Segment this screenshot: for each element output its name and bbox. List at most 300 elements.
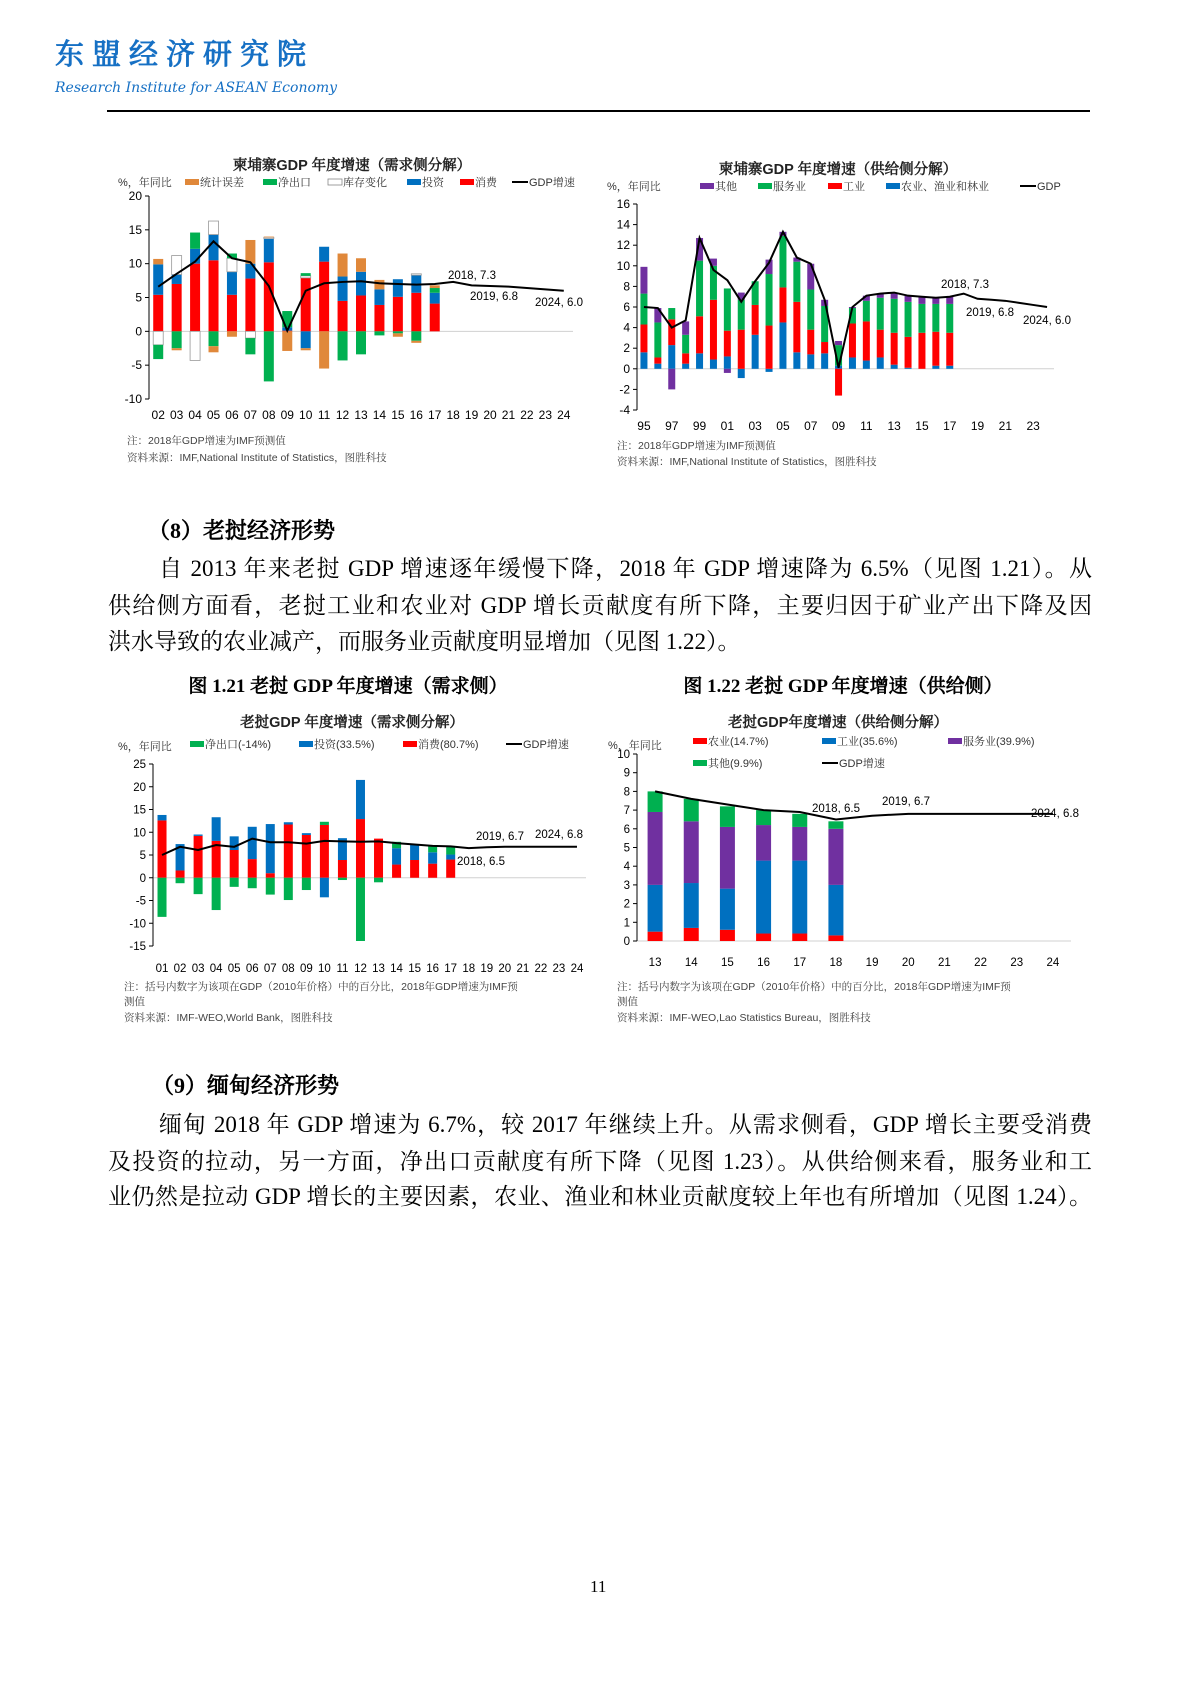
x-tick-label: 02 [151, 408, 165, 422]
bar-segment [227, 272, 237, 295]
x-tick-label: 03 [169, 408, 184, 422]
bar-segment [724, 356, 731, 368]
bar-segment [338, 878, 347, 880]
bar-segment [209, 346, 219, 352]
x-tick-label: 19 [865, 957, 879, 969]
bar-segment [696, 316, 703, 353]
legend-label: 投资(33.5%) [314, 739, 375, 751]
bar-segment [302, 833, 311, 835]
chart-note: 资料来源：IMF,National Institute of Statistics，图胜科技 [127, 452, 387, 464]
chart-4 [608, 713, 1079, 1024]
x-tick-label: 21 [998, 419, 1013, 433]
legend-label: 工业(35.6%) [837, 736, 898, 748]
bar-segment [319, 262, 329, 332]
bar-segment [209, 331, 219, 346]
bar-segment [877, 298, 884, 330]
x-tick-label: 13 [372, 963, 385, 975]
bar-segment [284, 878, 293, 900]
legend-swatch [693, 760, 707, 766]
x-tick-label: 11 [860, 419, 873, 433]
bar-segment [654, 357, 661, 363]
bar-segment [779, 322, 786, 368]
bar-segment [190, 331, 200, 360]
bar-segment [153, 259, 163, 264]
legend-label: 其他 [715, 181, 737, 193]
y-tick-label: -15 [129, 941, 146, 953]
x-tick-label: 11 [336, 963, 349, 975]
y-tick-label: 6 [623, 300, 630, 314]
x-tick-label: 09 [280, 408, 294, 422]
bar-segment [393, 331, 403, 333]
x-tick-label: 01 [155, 963, 169, 975]
bar-segment [209, 260, 219, 331]
x-tick-label: 12 [335, 408, 350, 422]
figure-caption-1-22: 图 1.22 老挝 GDP 年度增速（供给侧） [683, 676, 1003, 697]
bar-segment [153, 345, 163, 359]
bar-segment [176, 878, 185, 883]
bar-segment [807, 289, 814, 329]
x-tick-label: 99 [692, 419, 707, 433]
bar-segment [891, 299, 898, 333]
y-tick-label: 14 [616, 217, 630, 232]
x-tick-label: 95 [637, 419, 651, 433]
bar-segment [356, 258, 366, 272]
legend-swatch [403, 741, 417, 747]
bar-segment [720, 806, 735, 827]
bar-segment [946, 366, 953, 369]
bar-segment [356, 819, 365, 878]
bar-segment [877, 330, 884, 358]
bar-segment [849, 357, 856, 368]
chart-note: 注：括号内数字为该项在GDP（2010年价格）中的百分比，2018年GDP增速为IMF预 [124, 981, 518, 993]
bar-segment [932, 304, 939, 332]
bar-segment [696, 261, 703, 317]
legend-label: 消费(80.7%) [418, 739, 479, 751]
chart-note: 注：2018年GDP增速为IMF预测值 [617, 440, 776, 452]
bar-segment [877, 357, 884, 368]
y-tick-label: -5 [131, 358, 142, 373]
x-tick-label: 18 [829, 957, 843, 969]
bar-segment [320, 825, 329, 878]
bar-segment [374, 280, 384, 289]
bar-segment [891, 333, 898, 365]
legend-swatch [822, 738, 836, 744]
bar-segment [724, 331, 731, 357]
legend-label: 服务业(39.9%) [963, 736, 1035, 748]
bar-segment [828, 829, 843, 885]
bar-segment [338, 301, 348, 331]
bar-segment [248, 859, 257, 878]
bar-segment [284, 822, 293, 824]
bar-segment [710, 300, 717, 360]
y-tick-label: 0 [139, 872, 146, 885]
x-tick-label: 07 [804, 419, 818, 433]
bar-segment [654, 364, 661, 369]
y-tick-label: 15 [128, 222, 142, 237]
bar-segment [338, 331, 348, 360]
chart-title: 柬埔寨GDP 年度增速（需求侧分解） [232, 158, 472, 174]
legend-label: 农业(14.7%) [708, 736, 769, 748]
legend-label: 净出口(-14%) [205, 739, 272, 751]
x-tick-label: 08 [281, 963, 295, 975]
legend-swatch [328, 179, 342, 185]
bar-segment [264, 239, 274, 263]
data-annotation: 2024, 6.0 [535, 297, 583, 309]
bar-segment [668, 369, 675, 390]
bar-segment [738, 300, 745, 330]
y-tick-label: 0 [623, 936, 630, 948]
paragraph-line: 自 2013 年来老挝 GDP 增速逐年缓慢下降，2018 年 GDP 增速降为 6.5%（见图 1.21）。从 [159, 556, 1092, 581]
x-tick-label: 24 [557, 408, 571, 422]
bar-segment [393, 297, 403, 332]
bar-segment [918, 333, 925, 369]
bar-segment [430, 304, 440, 332]
x-tick-label: 08 [262, 408, 276, 422]
bar-segment [668, 308, 675, 319]
data-annotation: 2019, 6.8 [966, 307, 1014, 319]
bar-segment [374, 331, 384, 335]
bar-segment [374, 289, 384, 305]
bar-segment [176, 870, 185, 877]
bar-segment [356, 295, 366, 331]
bar-segment [172, 348, 182, 350]
legend-label: 农业、渔业和林业 [901, 181, 989, 193]
bar-segment [668, 345, 675, 369]
x-tick-label: 14 [372, 408, 387, 422]
bar-segment [430, 285, 440, 288]
y-unit-label: %，年同比 [608, 740, 662, 752]
bar-segment [301, 273, 311, 276]
x-tick-label: 20 [498, 963, 512, 975]
x-tick-label: 15 [391, 408, 405, 422]
legend-swatch [758, 183, 772, 189]
legend-label: 工业 [843, 181, 865, 193]
x-tick-label: 11 [317, 408, 331, 422]
x-tick-label: 16 [426, 963, 440, 975]
bar-segment [411, 341, 421, 343]
paragraph-line: 供给侧方面看，老挝工业和农业对 GDP 增长贡献度有所下降，主要归因于矿业产出下降及因 [108, 593, 1092, 618]
bar-segment [172, 284, 182, 331]
bar-segment [374, 839, 383, 878]
x-tick-label: 13 [887, 419, 901, 433]
bar-segment [835, 369, 842, 396]
y-tick-label: 10 [128, 256, 142, 271]
page-number: 11 [590, 1577, 607, 1596]
y-tick-label: 6 [623, 823, 630, 836]
bar-segment [849, 323, 856, 357]
bar-segment [230, 836, 239, 850]
bar-segment [392, 865, 401, 878]
bar-segment [245, 338, 255, 354]
legend-label: 其他(9.9%) [708, 758, 763, 770]
x-tick-label: 23 [1026, 419, 1040, 433]
legend-label: GDP [1037, 181, 1061, 193]
y-tick-label: 1 [623, 917, 630, 930]
y-tick-label: 2 [623, 341, 630, 356]
bar-segment [835, 341, 842, 345]
bar-segment [640, 294, 647, 325]
bar-segment [301, 348, 311, 350]
bar-segment [932, 332, 939, 366]
bar-segment [793, 302, 800, 352]
bar-segment [696, 353, 703, 368]
bar-segment [172, 331, 182, 348]
data-annotation: 2024, 6.0 [1023, 315, 1071, 327]
x-tick-label: 13 [648, 957, 662, 969]
bar-segment [338, 254, 348, 277]
bar-segment [338, 860, 347, 878]
data-annotation: 2019, 6.8 [470, 291, 518, 303]
x-tick-label: 21 [938, 957, 951, 969]
bar-segment [209, 235, 219, 261]
bar-segment [374, 305, 384, 331]
bar-segment [248, 878, 257, 888]
bar-segment [640, 325, 647, 353]
y-tick-label: -10 [129, 918, 146, 931]
bar-segment [245, 240, 255, 264]
section-heading-myanmar: （9）缅甸经济形势 [152, 1073, 340, 1098]
x-tick-label: 05 [227, 963, 241, 975]
x-tick-label: 09 [299, 963, 313, 975]
bar-segment [158, 878, 167, 917]
bar-segment [792, 814, 807, 827]
x-tick-label: 21 [516, 963, 530, 975]
bar-segment [411, 274, 421, 275]
bar-segment [918, 304, 925, 333]
y-tick-label: 4 [623, 320, 630, 335]
legend-label: GDP增速 [839, 758, 885, 770]
y-tick-label: 4 [623, 861, 630, 874]
bar-segment [301, 278, 311, 331]
bar-segment [682, 353, 689, 363]
x-tick-label: 09 [831, 419, 846, 433]
data-annotation: 2018, 6.5 [457, 856, 505, 868]
x-tick-label: 04 [209, 963, 223, 975]
bar-segment [752, 335, 759, 369]
x-tick-label: 18 [462, 963, 476, 975]
bar-segment [905, 302, 912, 337]
bar-segment [793, 262, 800, 302]
bar-segment [194, 878, 203, 894]
legend-label: 服务业 [773, 181, 806, 193]
chart-3 [118, 713, 586, 1024]
legend-swatch [828, 183, 842, 189]
legend-label: 投资 [422, 177, 444, 189]
x-tick-label: 14 [390, 963, 403, 975]
x-tick-label: 20 [901, 957, 915, 969]
bar-segment [356, 878, 365, 941]
x-tick-label: 22 [520, 408, 534, 422]
data-annotation: 2018, 7.3 [941, 279, 989, 291]
x-tick-label: 22 [974, 957, 987, 969]
bar-segment [905, 337, 912, 368]
bar-segment [227, 331, 237, 336]
bar-segment [752, 305, 759, 335]
bar-segment [410, 845, 419, 860]
paragraph-line: 业仍然是拉动 GDP 增长的主要因素，农业、渔业和林业贡献度较上年也有所增加（见图 1.24）。 [108, 1184, 1092, 1209]
section-heading-laos: （8）老挝经济形势 [148, 518, 336, 543]
legend-swatch [460, 179, 474, 185]
chart-title: 老挝GDP年度增速（供给侧分解） [728, 715, 948, 731]
bar-segment [828, 935, 843, 941]
bar-segment [779, 287, 786, 322]
bar-segment [411, 331, 421, 340]
y-tick-label: 12 [616, 238, 630, 253]
x-tick-label: 12 [354, 963, 367, 975]
bar-segment [863, 321, 870, 360]
bar-segment [301, 276, 311, 278]
paragraph-line: 洪水导致的农业减产，而服务业贡献度明显增加（见图 1.22）。 [108, 629, 741, 654]
bar-segment [209, 221, 219, 235]
data-annotation: 2019, 6.7 [476, 831, 524, 843]
bar-segment [766, 326, 773, 369]
y-tick-label: 5 [135, 290, 142, 305]
y-tick-label: 16 [616, 197, 630, 211]
x-tick-label: 97 [665, 419, 679, 433]
chart-note: 资料来源：IMF-WEO,World Bank，图胜科技 [124, 1012, 333, 1024]
bar-segment [828, 885, 843, 935]
x-tick-label: 13 [354, 408, 368, 422]
bar-segment [411, 293, 421, 332]
data-annotation: 2024, 6.8 [535, 829, 583, 841]
bar-segment [946, 304, 953, 333]
paragraph-line: 及投资的拉动，另一方面，净出口贡献度有所下降（见图 1.23）。从供给侧来看，服务业和工 [108, 1149, 1092, 1174]
bar-segment [807, 330, 814, 355]
chart-2 [607, 160, 1071, 468]
chart-note: 资料来源：IMF,National Institute of Statistics，图胜科技 [617, 456, 877, 468]
bar-segment [792, 827, 807, 861]
bar-segment [640, 352, 647, 368]
bar-segment [264, 237, 274, 238]
bar-segment [863, 301, 870, 322]
bar-segment [212, 817, 221, 841]
bar-segment [648, 812, 663, 885]
x-tick-label: 15 [915, 419, 929, 433]
bar-segment [640, 267, 647, 294]
x-tick-label: 05 [776, 419, 790, 433]
bar-segment [302, 878, 311, 890]
y-tick-label: 10 [617, 749, 630, 761]
legend-swatch [263, 179, 277, 185]
y-tick-label: 8 [623, 786, 630, 799]
x-tick-label: 24 [1046, 957, 1060, 969]
x-tick-label: 10 [317, 963, 331, 975]
x-tick-label: 18 [446, 408, 460, 422]
data-annotation: 2019, 6.7 [882, 796, 930, 808]
y-tick-label: 2 [623, 898, 630, 911]
bar-segment [158, 815, 167, 820]
bar-segment [190, 264, 200, 332]
legend-swatch [185, 179, 199, 185]
y-tick-label: 3 [623, 879, 630, 892]
bar-segment [158, 820, 167, 877]
bar-segment [648, 885, 663, 932]
bar-segment [392, 848, 401, 864]
y-unit-label: %，年同比 [118, 741, 172, 753]
bar-segment [724, 369, 731, 373]
bar-segment [410, 860, 419, 878]
bar-segment [682, 364, 689, 369]
bar-segment [301, 331, 311, 348]
data-annotation: 2018, 6.5 [812, 803, 860, 815]
bar-segment [153, 264, 163, 294]
legend-label: 统计误差 [200, 177, 244, 189]
bar-segment [266, 878, 275, 895]
bar-segment [766, 369, 773, 372]
bar-segment [212, 878, 221, 910]
chart-note: 测值 [617, 996, 638, 1008]
x-tick-label: 17 [444, 963, 458, 975]
bar-segment [724, 288, 731, 330]
y-tick-label: 7 [623, 805, 630, 818]
x-tick-label: 05 [206, 408, 221, 422]
x-tick-label: 19 [480, 963, 494, 975]
bar-segment [227, 258, 237, 272]
bar-segment [320, 878, 329, 898]
bar-segment [756, 934, 771, 941]
figure-caption-1-21: 图 1.21 老挝 GDP 年度增速（需求侧） [188, 676, 508, 697]
bar-segment [428, 852, 437, 863]
legend-swatch [407, 179, 421, 185]
bar-segment [792, 861, 807, 934]
bar-segment [338, 277, 348, 301]
bar-segment [446, 860, 455, 878]
bar-segment [648, 791, 663, 812]
x-tick-label: 24 [570, 963, 584, 975]
x-tick-label: 06 [225, 408, 239, 422]
legend-swatch [693, 738, 707, 744]
bar-segment [302, 835, 311, 878]
x-tick-label: 10 [299, 408, 313, 422]
x-tick-label: 19 [970, 419, 985, 433]
bar-segment [153, 331, 163, 345]
bar-segment [684, 821, 699, 883]
legend-swatch [948, 738, 962, 744]
bar-segment [446, 855, 455, 860]
y-tick-label: 20 [133, 781, 146, 794]
chart-title: 老挝GDP 年度增速（需求侧分解） [240, 715, 464, 731]
x-tick-label: 16 [409, 408, 423, 422]
x-tick-label: 17 [943, 419, 957, 433]
bar-segment [720, 930, 735, 941]
bar-segment [248, 827, 257, 859]
bar-segment [932, 366, 939, 369]
legend-label: 消费 [475, 177, 497, 189]
bar-segment [756, 825, 771, 861]
x-tick-label: 07 [263, 963, 277, 975]
y-tick-label: 9 [623, 767, 630, 780]
x-tick-label: 07 [243, 408, 258, 422]
bar-segment [428, 864, 437, 878]
chart-note: 测值 [124, 996, 145, 1008]
bar-segment [648, 932, 663, 941]
bar-segment [821, 353, 828, 368]
bar-segment [946, 333, 953, 366]
bar-segment [738, 330, 745, 369]
bar-segment [230, 850, 239, 878]
bar-segment [682, 335, 689, 354]
bar-segment [828, 821, 843, 828]
bar-segment [779, 236, 786, 288]
x-tick-label: 23 [538, 408, 553, 422]
y-tick-label: 25 [133, 759, 146, 771]
gdp-line [644, 232, 1047, 368]
bar-segment [284, 825, 293, 878]
x-tick-label: 15 [408, 963, 422, 975]
bar-segment [684, 799, 699, 821]
bar-segment [393, 279, 403, 297]
y-unit-label: %，年同比 [118, 177, 172, 189]
